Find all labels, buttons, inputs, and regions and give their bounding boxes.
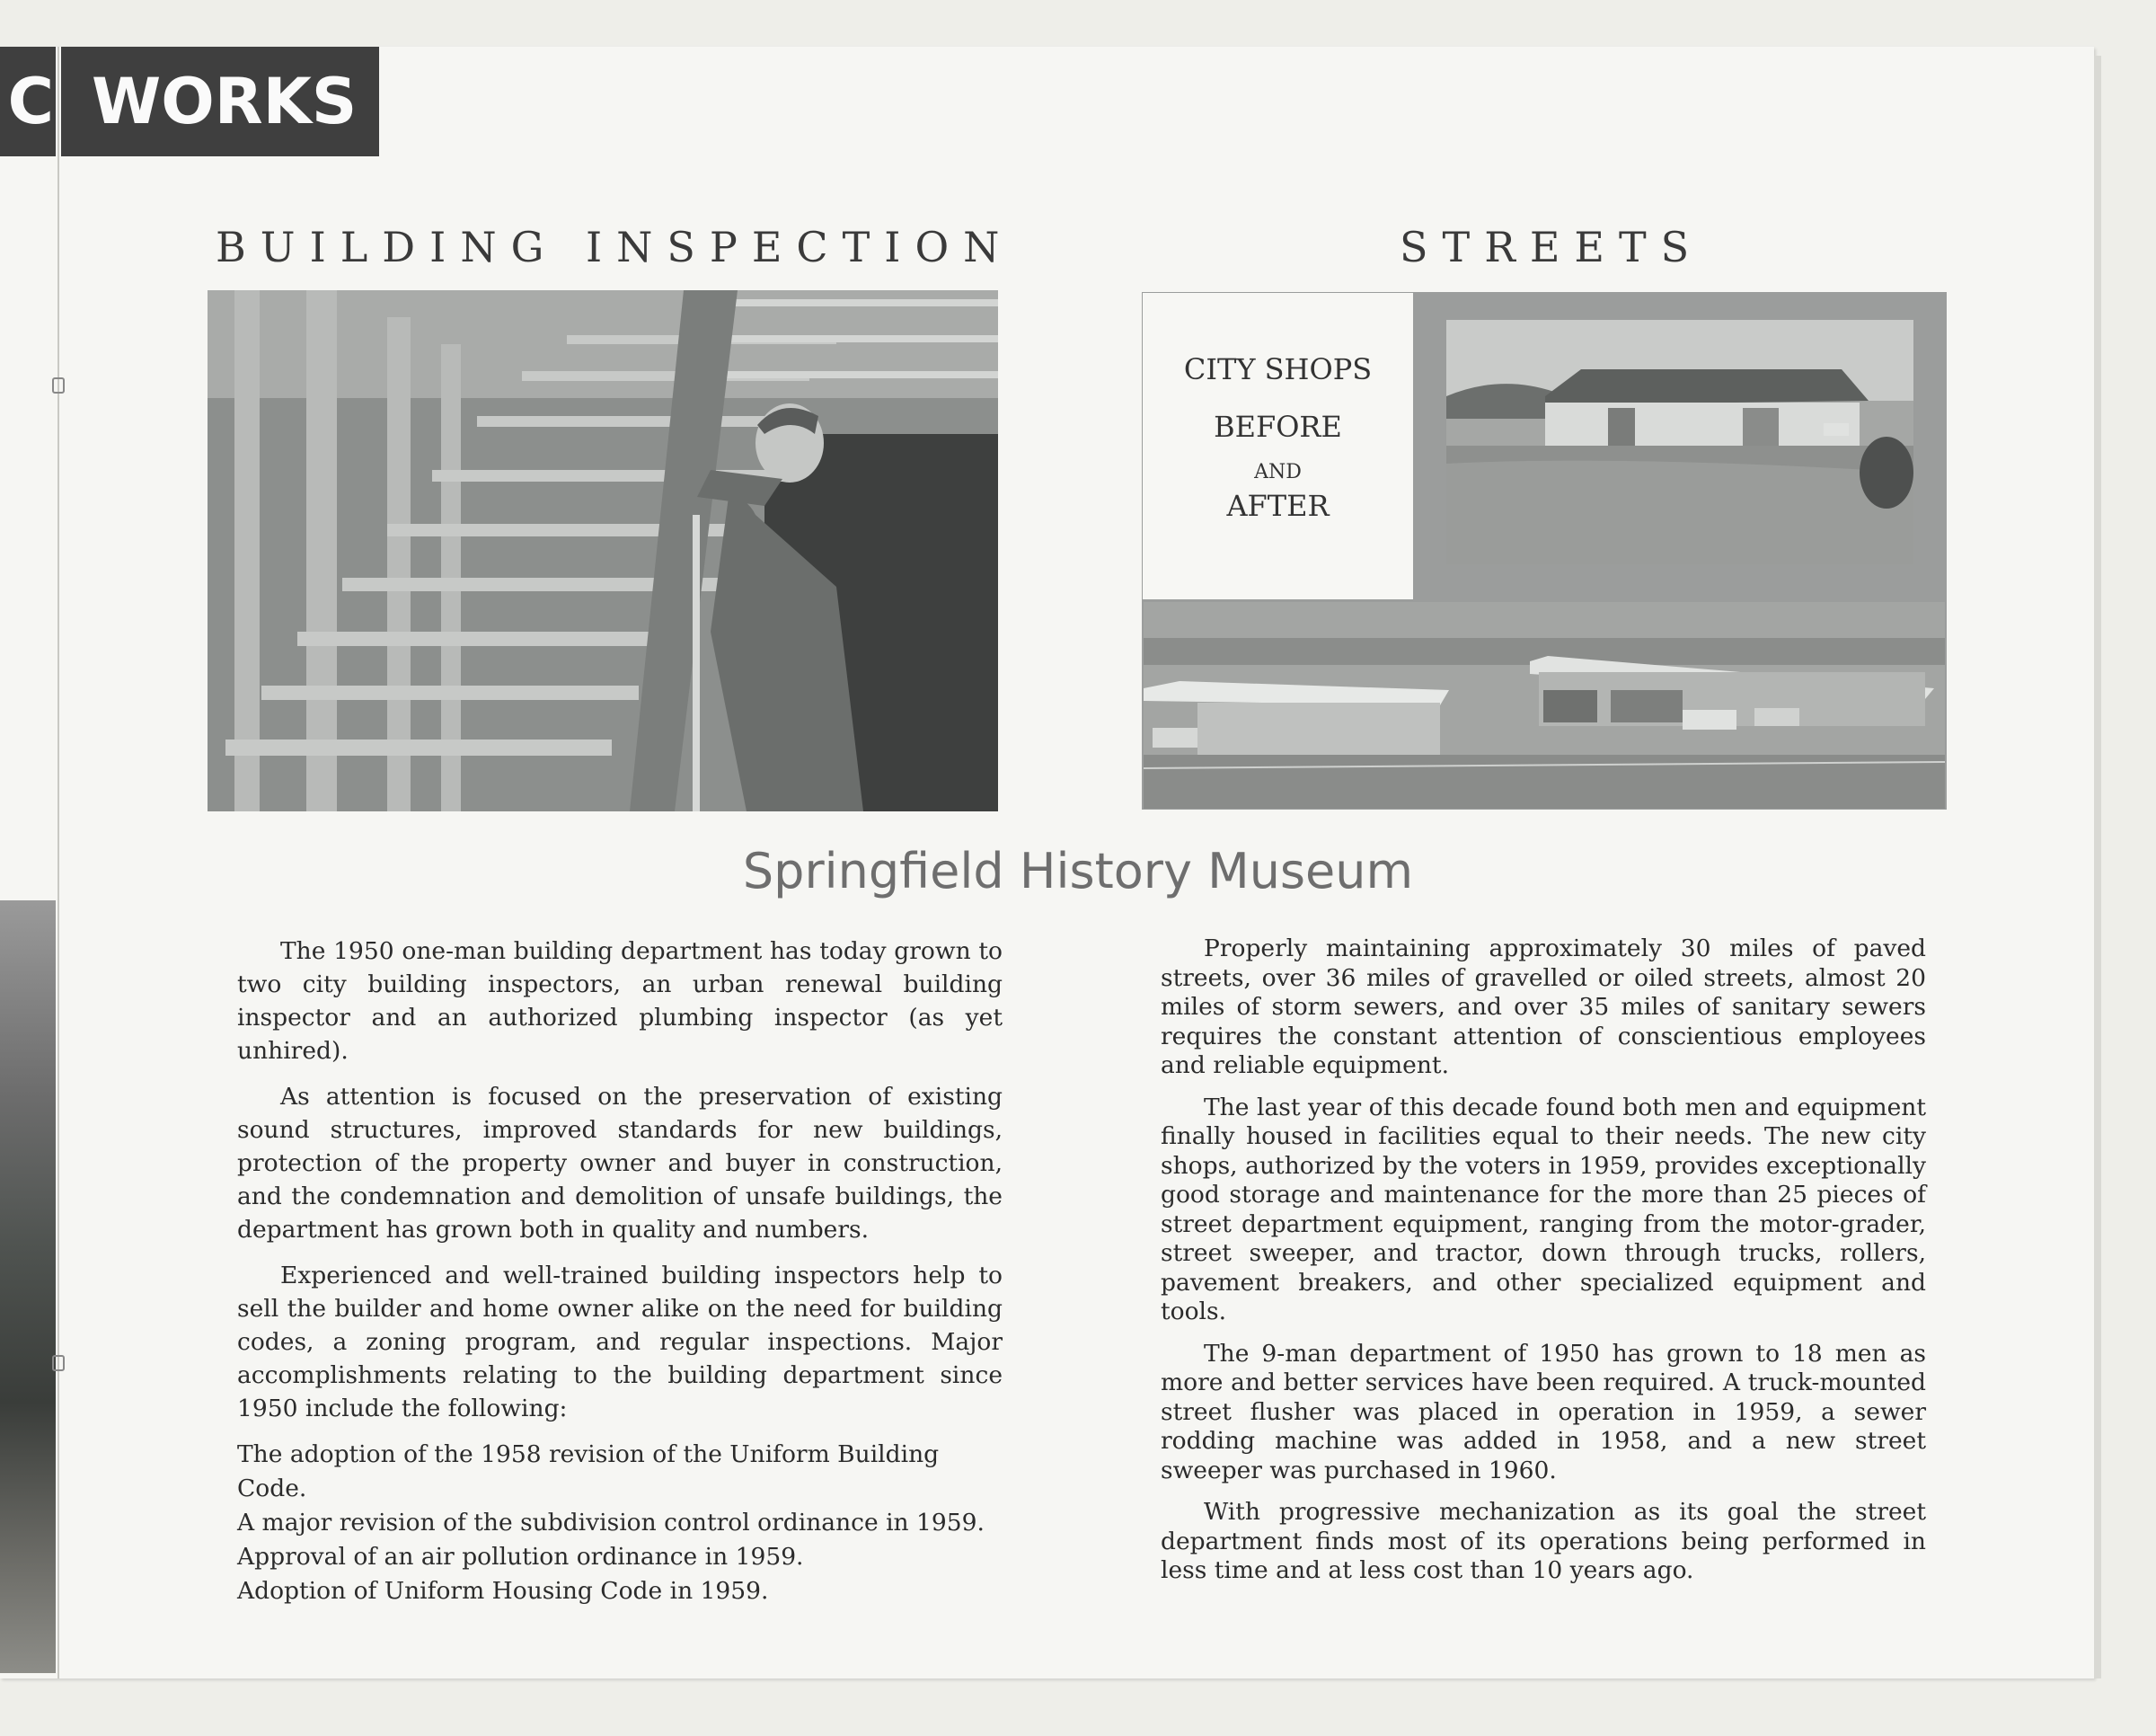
inspector-on-stairs-photo: [208, 290, 998, 811]
binding-stitch: [52, 1355, 65, 1371]
banner-fragment: C: [0, 47, 56, 156]
binding-stitch: [52, 377, 65, 394]
streets-text: [1161, 934, 1926, 1599]
city-shops-after-photo: [1144, 602, 1945, 809]
paragraph: The 1950 one-man building department has today grown to two city building inspectors, an urban renewal building inspector and an authorized plumbing inspector (as yet unhired).: [237, 937, 1003, 1065]
paragraph: The 9-man department of 1950 has grown to 18 men as more and better services have been required. A truck-mounted street flusher was placed in operation in 1959, a sewer rodding machine was added in 1958, and a new street sweeper was purchased in 1960.: [1161, 1339, 1926, 1484]
paragraph: The last year of this decade found both men and equipment finally housed in facilities equal to their needs. The new city shops, authorized by the voters in 1959, provides exceptionally good storage and maintenance for the more than 25 pieces of street department equipment, ranging from the motor-grader, street sweeper, and tractor, down through trucks, rollers, pavement breakers, and other specialized equipment and tools.: [1161, 1093, 1926, 1325]
building-inspection-heading: BUILDING INSPECTION: [216, 223, 1014, 271]
caption-line: BEFORE: [1214, 410, 1342, 444]
list-item: Approval of an air pollution ordinance in 1959.: [237, 1543, 804, 1571]
streets-heading: STREETS: [1400, 223, 1704, 271]
paragraph: As attention is focused on the preservation of existing sound structures, improved standards for new buildings, protection of the property owner and buyer in construction, and the condemnation and demolition of unsafe buildings, the department has grown both in quality and numbers.: [237, 1083, 1003, 1244]
accomplishments-list: [237, 1438, 1003, 1608]
paragraph: Experienced and well-trained building inspectors help to sell the builder and home owner alike on the need for building codes, a zoning program, and regular inspections. Major accomplishments relating to the building department since 1950 include the following:: [237, 1262, 1003, 1422]
banner-title: WORKS: [61, 47, 379, 156]
paragraph: Properly maintaining approximately 30 miles of paved streets, over 36 miles of gravelled or oiled streets, almost 20 miles of storm sewers, and over 35 miles of sanitary sewers requires the constant attention of conscientious employees and reliable equipment.: [1161, 934, 1926, 1079]
previous-page-photo: [0, 900, 56, 1673]
caption-line: CITY SHOPS: [1183, 352, 1373, 386]
caption-line: AFTER: [1226, 489, 1330, 523]
caption-line: AND: [1254, 461, 1302, 483]
paragraph: With progressive mechanization as its goal the street department finds most of its operations being performed in less time and at less cost than 10 years ago.: [1161, 1498, 1926, 1584]
city-shops-before-photo: [1446, 320, 1913, 564]
city-shops-caption: [1143, 293, 1413, 599]
list-item: A major revision of the subdivision control ordinance in 1959.: [237, 1509, 985, 1537]
museum-watermark: Springfield History Museum: [742, 843, 1414, 899]
list-item: The adoption of the 1958 revision of the Uniform Building Code.: [237, 1440, 940, 1502]
building-inspection-text: [237, 934, 1003, 1608]
list-item: Adoption of Uniform Housing Code in 1959.: [237, 1577, 769, 1605]
